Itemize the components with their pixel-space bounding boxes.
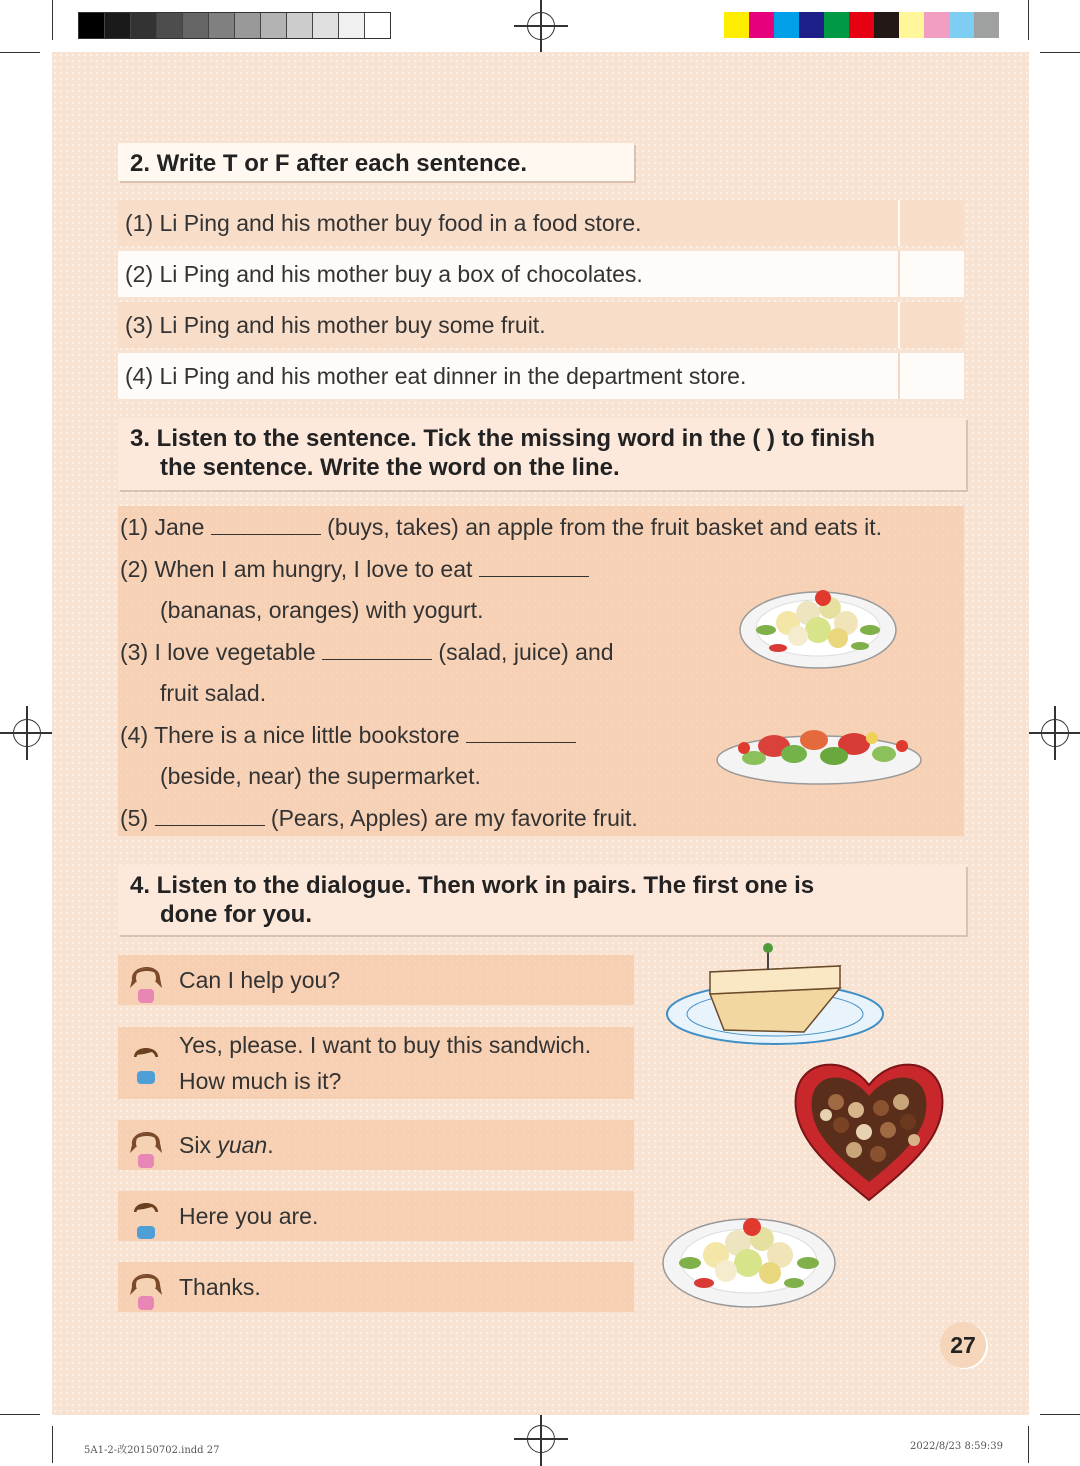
dialogue-line-2 — [118, 1027, 634, 1099]
item3-end: fruit salad. — [160, 680, 267, 706]
dialogue-line-1 — [118, 955, 634, 1005]
boy-avatar-icon — [126, 1039, 166, 1085]
footer-file-info: 5A1-2-改20150702.indd 27 — [84, 1445, 220, 1456]
exercise-item-2 — [120, 556, 589, 583]
section3-heading — [118, 418, 966, 490]
exercise-item-2-cont — [160, 597, 483, 624]
item1-start: (1) Jane — [120, 514, 205, 540]
tf-row-4 — [118, 353, 964, 399]
tf-answer-box-3[interactable] — [898, 302, 964, 348]
crop-mark — [0, 52, 40, 53]
item3-start: (3) I love vegetable — [120, 639, 316, 665]
answer-blank-2[interactable] — [479, 556, 589, 577]
section3-heading-line2: the sentence. Write the word on the line. — [160, 454, 620, 481]
answer-blank-3[interactable] — [322, 639, 432, 660]
section4-heading-line1: 4. Listen to the dialogue. Then work in pairs. The first one is — [130, 872, 815, 899]
tf-row-2 — [118, 251, 964, 297]
boy-avatar-icon — [126, 1194, 166, 1240]
crop-mark — [1028, 0, 1029, 40]
tf-answer-box-1[interactable] — [898, 200, 964, 246]
dialogue-text-3b: yuan — [217, 1132, 268, 1158]
tf-sentence-2: (2) Li Ping and his mother buy a box of chocolates. — [125, 261, 643, 287]
fruit-salad-illustration — [738, 578, 898, 672]
item3-middle: (salad, juice) and — [438, 639, 614, 665]
tf-row-3 — [118, 302, 964, 348]
color-calibration-bar — [724, 12, 999, 38]
item5-start: (5) — [120, 805, 149, 831]
girl-avatar-icon — [126, 1265, 166, 1311]
item2-end: (bananas, oranges) with yogurt. — [160, 597, 484, 623]
exercise-item-1 — [120, 514, 882, 541]
section2-heading-text: 2. Write T or F after each sentence. — [130, 150, 528, 177]
exercise-item-4 — [120, 722, 576, 749]
dialogue-line-4 — [118, 1191, 634, 1241]
girl-avatar-icon — [126, 1123, 166, 1169]
tf-sentence-1: (1) Li Ping and his mother buy food in a food store. — [125, 210, 642, 236]
section4-heading-line2: done for you. — [160, 901, 312, 928]
dialogue-line-5 — [118, 1262, 634, 1312]
chocolate-box-illustration — [786, 1050, 952, 1205]
girl-avatar-icon — [126, 958, 166, 1004]
crop-mark — [1028, 1426, 1029, 1463]
page-number: 27 — [940, 1322, 986, 1368]
crop-mark — [0, 1414, 40, 1415]
crop-mark — [52, 1426, 53, 1463]
tf-sentence-4: (4) Li Ping and his mother eat dinner in the department store. — [125, 363, 747, 389]
section2-heading — [118, 143, 634, 181]
vegetable-salad-illustration — [714, 716, 924, 788]
registration-mark-right — [1041, 719, 1069, 747]
item4-end: (beside, near) the supermarket. — [160, 763, 481, 789]
crop-mark — [1040, 52, 1080, 53]
section3-heading-line1: 3. Listen to the sentence. Tick the missing word in the ( ) to finish — [130, 425, 875, 452]
dialogue-text-3 — [179, 1127, 274, 1163]
dialogue-text-4: Here you are. — [179, 1203, 319, 1229]
answer-blank-5[interactable] — [155, 805, 265, 826]
registration-mark-top — [527, 12, 555, 40]
item5-end: (Pears, Apples) are my favorite fruit. — [270, 805, 638, 831]
item1-end: (buys, takes) an apple from the fruit basket and eats it. — [327, 514, 882, 540]
registration-mark-bottom — [527, 1425, 555, 1453]
crop-mark — [52, 0, 53, 40]
item4-start: (4) There is a nice little bookstore — [120, 722, 460, 748]
fruit-salad-illustration-2 — [660, 1205, 838, 1313]
dialogue-text-3a: Six — [179, 1132, 218, 1158]
tf-answer-box-2[interactable] — [898, 251, 964, 297]
dialogue-text-2b: How much is it? — [179, 1068, 342, 1094]
tf-sentence-3: (3) Li Ping and his mother buy some fruit. — [125, 312, 546, 338]
crop-mark — [1040, 1414, 1080, 1415]
exercise-item-3 — [120, 639, 614, 666]
dialogue-text-5: Thanks. — [179, 1274, 261, 1300]
grayscale-calibration-bar — [78, 12, 391, 39]
exercise-item-3-cont — [160, 680, 266, 707]
dialogue-text-3c: . — [267, 1132, 274, 1158]
footer-timestamp: 2022/8/23 8:59:39 — [910, 1441, 1004, 1452]
dialogue-text-2a: Yes, please. I want to buy this sandwich. — [179, 1032, 592, 1058]
section4-heading — [118, 865, 966, 935]
sandwich-illustration — [664, 940, 886, 1050]
answer-blank-4[interactable] — [466, 722, 576, 743]
dialogue-text-1: Can I help you? — [179, 967, 341, 993]
registration-mark-left — [13, 719, 41, 747]
dialogue-line-3 — [118, 1120, 634, 1170]
answer-blank-1[interactable] — [211, 514, 321, 535]
exercise-item-5 — [120, 805, 638, 832]
tf-row-1 — [118, 200, 964, 246]
tf-answer-box-4[interactable] — [898, 353, 964, 399]
exercise-item-4-cont — [160, 763, 481, 790]
item2-start: (2) When I am hungry, I love to eat — [120, 556, 473, 582]
